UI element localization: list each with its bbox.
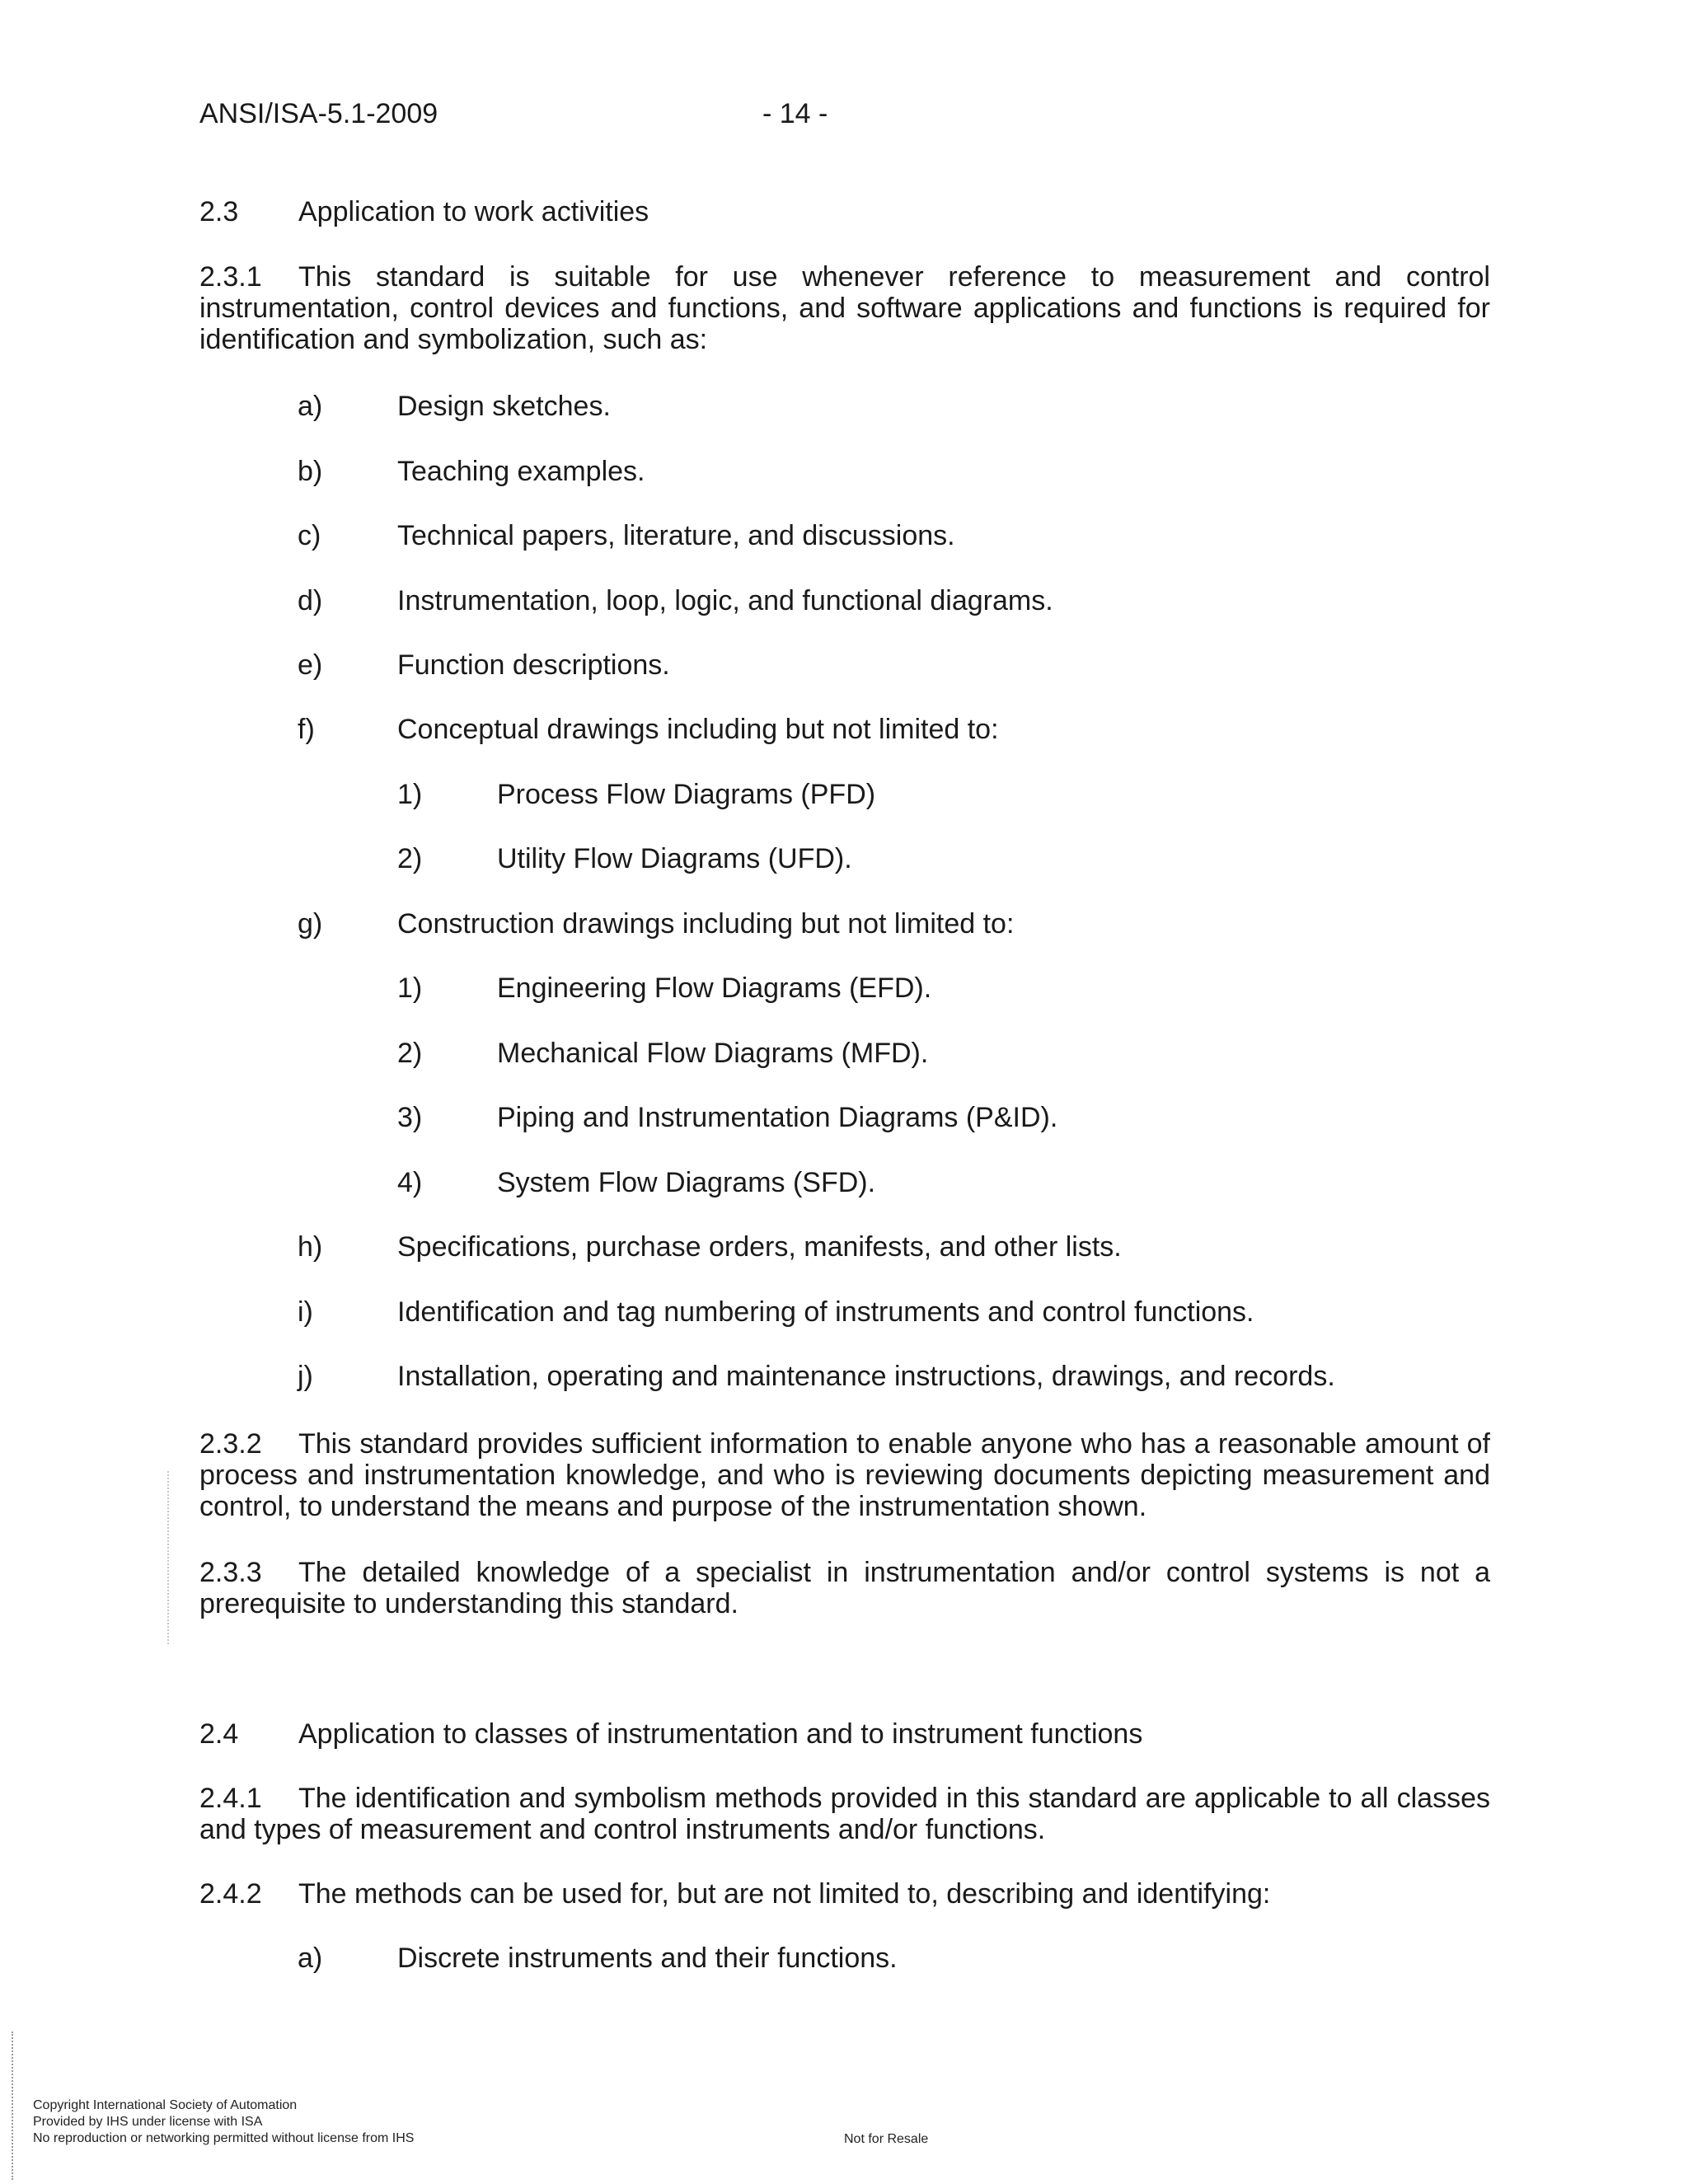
- list-item: [298, 585, 1053, 616]
- list-text: Instrumentation, loop, logic, and functional diagrams.: [397, 585, 1053, 616]
- margin-scan-marks: [167, 1471, 176, 1644]
- list-marker: j): [298, 1361, 313, 1392]
- footer-line: Copyright International Society of Automation: [33, 2098, 298, 2112]
- list-item: [298, 1943, 898, 1974]
- list-marker: g): [298, 908, 323, 940]
- not-for-resale-label: Not for Resale: [844, 2132, 929, 2146]
- list-marker: i): [298, 1296, 313, 1328]
- list-item: [298, 1296, 1254, 1328]
- list-marker: 1): [397, 972, 423, 1004]
- list-text: Conceptual drawings including but not limited to:: [397, 714, 999, 745]
- section-title: Application to classes of instrumentation and to instrument functions: [298, 1718, 1143, 1750]
- paragraph-text: This standard provides sufficient information to enable anyone who has a reasonable amount of process and instrumentation knowledge, and who is reviewing documents depicting measurement and control, to understand the means and purpose of the instrumentation shown.: [199, 1428, 1490, 1522]
- list-marker: d): [298, 585, 323, 616]
- paragraph-text: The methods can be used for, but are not limited to, describing and identifying:: [298, 1878, 1271, 1910]
- paragraph-2-4-1: [199, 1783, 1490, 1845]
- sub-list-item: [397, 1102, 1057, 1133]
- paragraph-text: The identification and symbolism methods provided in this standard are applicable to all classes and types of measurement and control instruments and/or functions.: [199, 1783, 1490, 1845]
- list-marker: 2): [397, 843, 423, 874]
- section-title: Application to work activities: [298, 196, 649, 227]
- sub-list-item: [397, 972, 931, 1004]
- list-marker: 4): [397, 1167, 423, 1198]
- paragraph-2-3-3: [199, 1557, 1490, 1619]
- paragraph-number: 2.3.2: [199, 1428, 262, 1460]
- list-marker: c): [298, 520, 321, 551]
- list-marker: 1): [397, 779, 423, 810]
- list-marker: b): [298, 456, 323, 487]
- paragraph-2-3-2: [199, 1428, 1490, 1522]
- list-item: [298, 520, 955, 551]
- list-text: Design sketches.: [397, 391, 611, 422]
- section-number: 2.4: [199, 1718, 239, 1750]
- section-number: 2.3: [199, 196, 239, 227]
- list-marker: a): [298, 391, 323, 422]
- margin-stamp-marks: [12, 2032, 18, 2180]
- paragraph-2-3-1: [199, 261, 1490, 355]
- list-text: Identification and tag numbering of instruments and control functions.: [397, 1296, 1254, 1328]
- list-item: [298, 908, 1014, 940]
- paragraph-text: The detailed knowledge of a specialist in instrumentation and/or control systems is not a prerequisite to understanding this standard.: [199, 1557, 1490, 1619]
- list-text: Teaching examples.: [397, 456, 645, 487]
- list-item: [298, 1361, 1335, 1392]
- list-text: Engineering Flow Diagrams (EFD).: [497, 972, 932, 1004]
- paragraph-number: 2.3.1: [199, 261, 262, 293]
- list-marker: e): [298, 649, 323, 681]
- list-text: Mechanical Flow Diagrams (MFD).: [497, 1038, 929, 1069]
- sub-list-item: [397, 1038, 928, 1069]
- list-text: Construction drawings including but not limited to:: [397, 908, 1015, 940]
- sub-list-item: [397, 779, 875, 810]
- list-text: Installation, operating and maintenance instructions, drawings, and records.: [397, 1361, 1335, 1392]
- list-text: Discrete instruments and their functions.: [397, 1943, 898, 1974]
- footer-line: No reproduction or networking permitted without license from IHS: [33, 2131, 415, 2145]
- paragraph-2-4-2: [199, 1878, 1490, 1910]
- list-marker: 3): [397, 1102, 423, 1133]
- list-text: System Flow Diagrams (SFD).: [497, 1167, 876, 1198]
- list-text: Process Flow Diagrams (PFD): [497, 779, 876, 810]
- section-heading-2-3: [199, 196, 649, 227]
- paragraph-text: This standard is suitable for use whenever reference to measurement and control instrumentation, control devices and functions, and software applications and functions is required for identification and symbolization, such as:: [199, 261, 1490, 355]
- section-heading-2-4: [199, 1718, 1142, 1750]
- sub-list-item: [397, 843, 852, 874]
- list-text: Utility Flow Diagrams (UFD).: [497, 843, 852, 874]
- list-item: [298, 391, 611, 422]
- footer-line: Provided by IHS under license with ISA: [33, 2115, 263, 2129]
- list-marker: 2): [397, 1038, 423, 1069]
- list-text: Specifications, purchase orders, manifests, and other lists.: [397, 1231, 1122, 1263]
- paragraph-number: 2.3.3: [199, 1557, 262, 1588]
- copyright-footer: [33, 2097, 414, 2147]
- list-marker: a): [298, 1943, 323, 1974]
- list-text: Function descriptions.: [397, 649, 670, 681]
- page-number: - 14 -: [762, 98, 828, 129]
- list-item: [298, 456, 645, 487]
- document-id: ANSI/ISA-5.1-2009: [199, 98, 438, 129]
- list-item: [298, 714, 999, 745]
- list-marker: f): [298, 714, 315, 745]
- list-marker: h): [298, 1231, 323, 1263]
- paragraph-number: 2.4.1: [199, 1783, 262, 1814]
- list-item: [298, 649, 670, 681]
- list-text: Piping and Instrumentation Diagrams (P&ID).: [497, 1102, 1058, 1133]
- list-text: Technical papers, literature, and discussions.: [397, 520, 955, 551]
- sub-list-item: [397, 1167, 875, 1198]
- list-item: [298, 1231, 1122, 1263]
- paragraph-number: 2.4.2: [199, 1878, 262, 1910]
